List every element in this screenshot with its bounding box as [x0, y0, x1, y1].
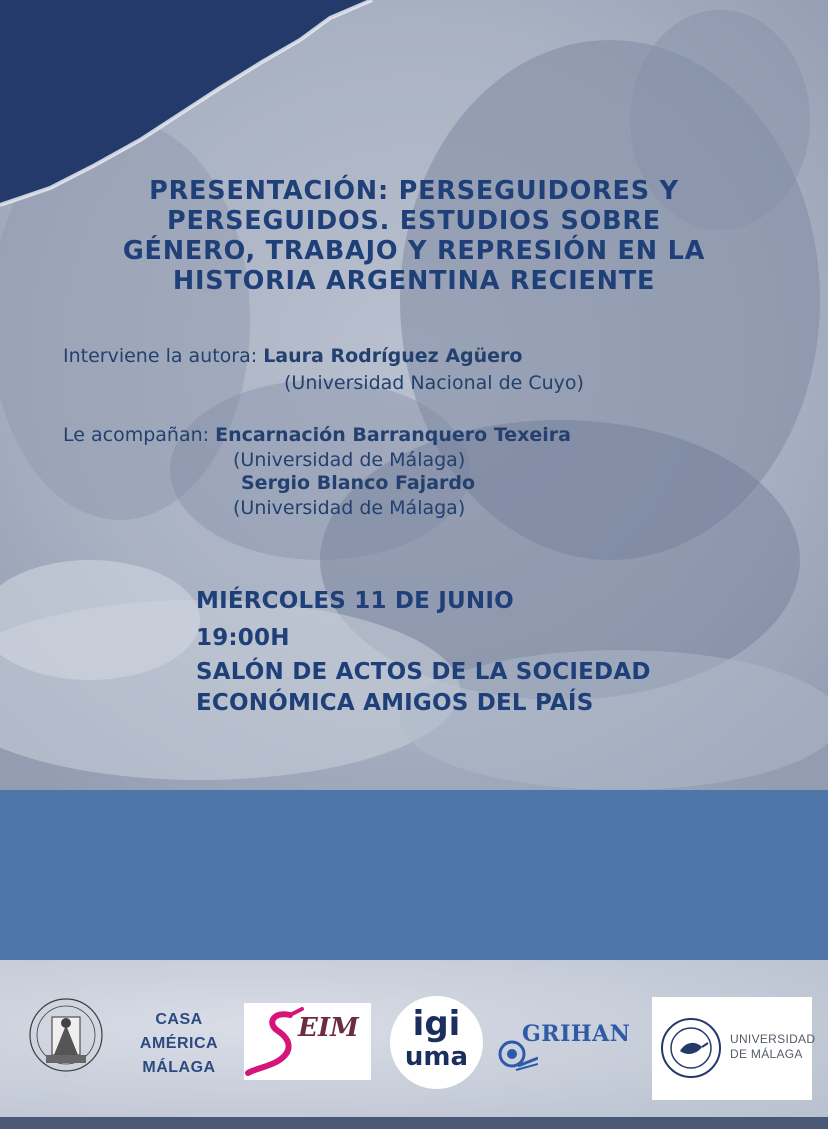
eim-logo — [244, 1003, 371, 1080]
logo-text: MÁLAGA — [142, 1059, 216, 1076]
presentation-title — [40, 176, 788, 296]
logo-text: CASA — [155, 1011, 203, 1028]
title-line: PERSEGUIDOS. ESTUDIOS SOBRE — [166, 206, 662, 236]
author-label: Interviene la autora: — [63, 345, 258, 367]
title-line: GÉNERO, TRABAJO Y REPRESIÓN EN LA — [122, 236, 706, 266]
svg-text:·: · — [65, 1074, 67, 1080]
sociedad-economica-seal-logo — [26, 995, 106, 1081]
event-venue: SALÓN DE ACTOS DE LA SOCIEDAD — [196, 659, 651, 685]
uma-text: uma — [404, 1042, 469, 1072]
companion-affiliation: (Universidad de Málaga) — [233, 497, 466, 519]
event-venue: ECONÓMICA AMIGOS DEL PAÍS — [196, 690, 594, 716]
companion-name: Encarnación Barranquero Texeira — [215, 424, 571, 446]
blue-band — [0, 790, 828, 962]
event-date: MIÉRCOLES 11 DE JUNIO — [196, 588, 514, 614]
companions-line — [63, 424, 571, 446]
author-line — [63, 345, 522, 367]
companion-affiliation: (Universidad de Málaga) — [233, 449, 466, 471]
companion-name-text: Sergio Blanco Fajardo — [241, 472, 476, 494]
event-time: 19:00H — [196, 625, 290, 651]
igi-text: igi — [412, 1004, 461, 1044]
eim-text: EIM — [298, 1013, 359, 1043]
uma-name-line: UNIVERSIDAD — [730, 1032, 816, 1046]
bottom-border — [0, 1117, 828, 1129]
casa-america-logo — [130, 1008, 228, 1080]
uma-name — [730, 1032, 815, 1062]
uma-seal-icon — [660, 1017, 722, 1079]
title-line: PRESENTACIÓN: PERSEGUIDORES Y — [149, 176, 679, 206]
companions-label: Le acompañan: — [63, 424, 210, 446]
companion-name — [241, 472, 475, 494]
author-name: Laura Rodríguez Agüero — [263, 345, 523, 367]
author-affiliation: (Universidad Nacional de Cuyo) — [284, 372, 584, 394]
title-line: HISTORIA ARGENTINA RECIENTE — [172, 266, 656, 296]
logo-text: AMÉRICA — [139, 1035, 219, 1052]
universidad-malaga-logo — [652, 997, 816, 1100]
uma-name-line: DE MÁLAGA — [730, 1047, 803, 1061]
grihan-logo-text: GRIHAN — [522, 1021, 631, 1047]
igi-uma-logo — [390, 996, 483, 1089]
